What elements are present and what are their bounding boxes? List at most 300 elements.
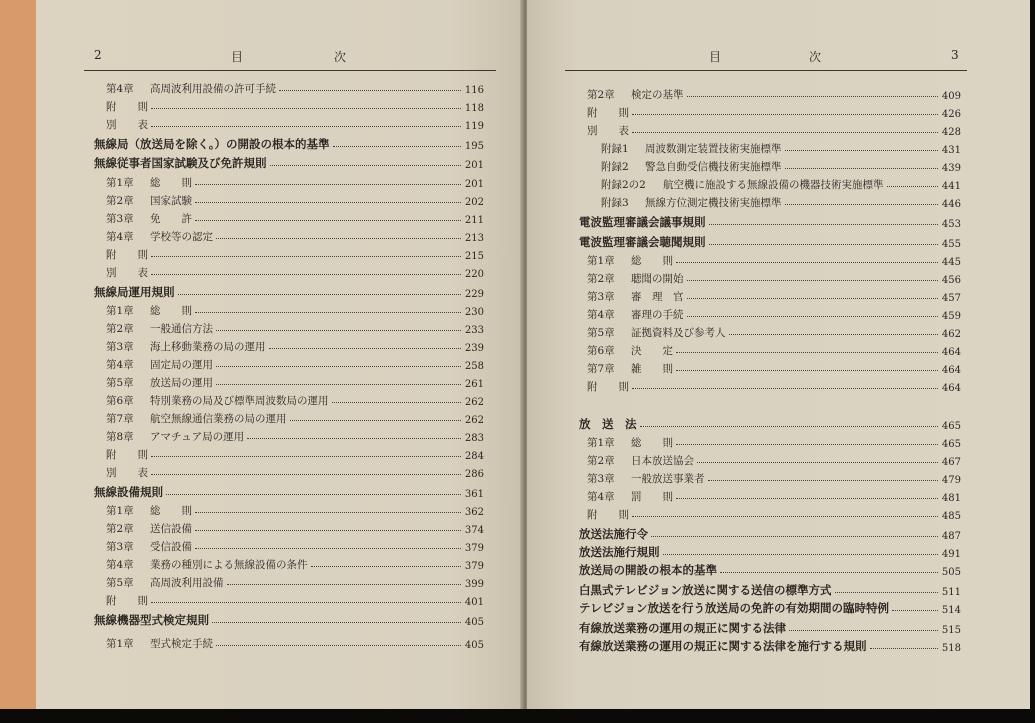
page-title-char: 次 [334,50,348,64]
toc-entry-text: 航空機に施設する無線設備の機器技術実施標準 [663,179,884,191]
dot-leader [632,132,938,133]
toc-entry [106,78,484,96]
toc-entry-page: 202 [464,197,484,208]
dot-leader [195,202,461,203]
toc-entry-title [106,229,213,244]
toc-entry-page: 457 [941,293,961,304]
toc-entry-title [106,357,213,372]
page-number: 2 [94,48,103,62]
toc-entry-page: 405 [464,617,484,628]
toc-entry-title [106,447,148,462]
toc-entry [601,192,961,210]
toc-entry-title [106,175,192,190]
dot-leader [687,280,938,281]
toc-entry-page: 201 [464,179,484,190]
toc-entry-page: 453 [941,219,961,230]
dot-leader [676,352,938,353]
toc-entry-page: 409 [941,91,961,102]
toc-entry [106,190,484,208]
toc-entry-text: 高周波利用設備 [150,577,224,589]
toc-entry [106,226,484,244]
dot-leader [333,146,461,147]
toc-entry [587,450,961,468]
toc-entry-title [579,544,660,560]
toc-entry-title [579,620,786,636]
dot-leader [785,150,938,151]
toc-entry [579,636,961,654]
toc-entry-title [94,484,163,500]
toc-entry [579,414,961,432]
toc-entry-chapter: 第1章 [106,638,134,650]
toc-entry-page: 283 [464,433,484,444]
toc-entry [587,340,961,358]
toc-entry-text: 附 則 [106,595,148,607]
toc-entry-title [601,177,884,192]
toc-entry [587,304,961,322]
toc-entry-title [587,435,673,450]
toc-entry-page: 485 [941,511,961,522]
toc-entry-text: 型式検定手続 [150,638,213,650]
toc-entry-page: 379 [464,561,484,572]
toc-entry-text: 雑 則 [631,363,673,375]
dot-leader [166,494,461,495]
toc-entry-text: 免 許 [150,213,192,225]
toc-entry [587,468,961,486]
toc-entry [587,268,961,286]
toc-entry [106,633,484,651]
dot-leader [216,645,461,646]
toc-entry [579,212,961,230]
toc-entry-title [579,582,832,598]
toc-entry [106,336,484,354]
toc-entry-title [106,539,192,554]
toc-entry-title [579,416,637,432]
toc-entry-chapter: 第2章 [587,89,615,101]
toc-entry-page: 213 [464,233,484,244]
toc-entry-page: 118 [464,103,484,114]
dot-leader [687,298,938,299]
toc-entry-chapter: 第5章 [587,327,615,339]
toc-entry-title [106,81,276,96]
toc-entry-title [587,489,673,504]
toc-entry [106,300,484,318]
dot-leader [632,114,938,115]
toc-entry-title [106,429,244,444]
dot-leader [651,536,938,537]
dot-leader [676,498,938,499]
book-edge [0,0,36,709]
toc-entry-title [587,105,629,120]
toc-entry-chapter: 第4章 [106,559,134,571]
toc-entry-text: 固定局の運用 [150,359,213,371]
toc-entry-page: 445 [941,257,961,268]
toc-entry-page: 428 [941,127,961,138]
dot-leader [720,572,938,573]
toc-entry-text: 無線方位測定機技術実施標準 [645,197,782,209]
toc-entry [106,318,484,336]
toc-entry [106,354,484,372]
toc-entry [106,536,484,554]
toc-entry-page: 467 [941,457,961,468]
toc-entry-text: 特別業務の局及び標準周波数局の運用 [150,395,329,407]
toc-entry-title [106,557,308,572]
dot-leader [709,244,938,245]
toc-entry [587,432,961,450]
toc-entry-text: 別 表 [106,119,148,131]
toc-entry-text: 検定の基準 [631,89,684,101]
toc-entry-text: 附 則 [106,249,148,261]
toc-entry-text: 有線放送業務の運用の規正に関する法律を施行する規則 [579,639,867,653]
toc-entry [106,408,484,426]
toc-entry-title [106,375,213,390]
toc-entry-chapter: 第2章 [587,273,615,285]
dot-leader [892,610,938,611]
toc-entry-page: 487 [941,531,961,542]
toc-entry [106,462,484,480]
dot-leader [151,256,461,257]
toc-entry-text: 日本放送協会 [631,455,694,467]
toc-entry-title [587,361,673,376]
toc-entry [587,286,961,304]
toc-entry-page: 379 [464,543,484,554]
toc-entry [587,102,961,120]
toc-entry-title [106,321,213,336]
toc-entry-chapter: 第4章 [587,491,615,503]
toc-entry-page: 284 [464,451,484,462]
toc-entry-text: 総 則 [631,437,673,449]
toc-entry [94,134,484,152]
toc-entry-title [587,123,629,138]
toc-entry-page: 211 [464,215,484,226]
toc-entry-text: 総 則 [631,255,673,267]
dot-leader [151,126,461,127]
toc-entry [601,174,961,192]
dot-leader [676,262,938,263]
toc-entry-chapter: 第1章 [106,505,134,517]
toc-entry-text: 証拠資料及び参考人 [631,327,726,339]
toc-entry-page: 462 [941,329,961,340]
toc-entry-text: 一般放送事業者 [631,473,705,485]
toc-entry-page: 431 [941,145,961,156]
toc-entry-text: 白黒式テレビジョン放送に関する送信の標準方式 [579,583,832,597]
toc-entry-text: 審理の手続 [631,309,684,321]
toc-entry-chapter: 第3章 [106,341,134,353]
toc-entry [579,232,961,250]
toc-entry-chapter: 第4章 [587,309,615,321]
toc-entry-text: 附 則 [587,509,629,521]
toc-entry-chapter: 第3章 [106,541,134,553]
toc-entry-text: 別 表 [106,467,148,479]
header-rule [84,70,496,71]
toc-entry-title [587,325,726,340]
left-page [36,0,524,709]
dot-leader [687,316,938,317]
toc-entry [587,322,961,340]
dot-leader [195,184,461,185]
dot-leader [195,220,461,221]
toc-entry-text: 航空無線通信業務の局の運用 [150,413,287,425]
toc-entry-text: 別 表 [106,267,148,279]
toc-entry-title [587,507,629,522]
toc-entry-title [106,636,213,651]
toc-entry-text: アマチュア局の運用 [150,431,245,443]
toc-entry [106,114,484,132]
toc-entry-text: 無線局運用規則 [94,285,175,299]
toc-entry [106,208,484,226]
toc-entry-chapter: 第1章 [587,437,615,449]
toc-entry-text: 電波監理審議会聴聞規則 [579,235,706,249]
toc-entry-title [601,159,782,174]
toc-entry-text: 有線放送業務の運用の規正に関する法律 [579,621,786,635]
toc-entry-page: 441 [941,181,961,192]
toc-entry-chapter: 第6章 [106,395,134,407]
toc-entry-chapter: 第4章 [106,83,134,95]
toc-entry-page: 201 [464,160,484,171]
toc-entry [587,250,961,268]
toc-entry-page: 361 [464,489,484,500]
toc-entry-title [106,503,192,518]
dot-leader [151,108,461,109]
toc-entry-page: 459 [941,311,961,322]
toc-entry [587,486,961,504]
toc-entry-chapter: 第5章 [106,577,134,589]
dot-leader [279,90,461,91]
toc-entry-page: 262 [464,397,484,408]
right-page [527,0,1030,709]
toc-entry-text: 放送法施行規則 [579,545,660,559]
toc-entry-page: 116 [464,85,484,96]
dot-leader [632,516,938,517]
toc-entry-page: 505 [941,567,961,578]
toc-entry-title [106,99,148,114]
toc-entry [94,610,484,628]
toc-entry-chapter: 第3章 [106,213,134,225]
toc-entry-title [579,234,706,250]
toc-entry-chapter: 第2章 [106,523,134,535]
toc-entry-page: 511 [941,587,961,598]
toc-entry-chapter: 第4章 [106,359,134,371]
toc-entry-title [587,253,673,268]
toc-entry-page: 215 [464,251,484,262]
dot-leader [676,370,938,371]
toc-entry-title [106,393,329,408]
page-number: 3 [951,48,960,62]
dot-leader [195,312,461,313]
toc-entry-text: 附 則 [587,107,629,119]
dot-leader [270,165,461,166]
dot-leader [676,444,938,445]
dot-leader [632,388,938,389]
toc-entry-text: 一般通信方法 [150,323,213,335]
toc-entry-text: 無線設備規則 [94,485,163,499]
toc-entry [579,542,961,560]
dot-leader [709,224,938,225]
toc-entry-page: 491 [941,549,961,560]
dot-leader [269,348,461,349]
toc-entry-text: 送信設備 [150,523,192,535]
toc-entry-page: 446 [941,199,961,210]
toc-entry-text: 高周波利用設備の許可手続 [150,83,276,95]
toc-entry-page: 119 [464,121,484,132]
toc-entry-page: 518 [941,643,961,654]
toc-entry [601,156,961,174]
toc-entry-title [579,214,706,230]
toc-entry-chapter: 第8章 [106,431,134,443]
toc-entry-chapter: 第4章 [106,231,134,243]
dot-leader [687,96,938,97]
toc-entry-page: 481 [941,493,961,504]
toc-entry-title [94,136,330,152]
dot-leader [212,622,461,623]
toc-entry [579,524,961,542]
dot-leader [729,334,938,335]
dot-leader [311,566,461,567]
dot-leader [195,548,461,549]
toc-entry-page: 405 [464,640,484,651]
toc-entry [106,96,484,114]
toc-entry-text: 周波数測定装置技術実施標準 [645,143,782,155]
toc-entry-chapter: 第3章 [587,473,615,485]
toc-entry-page: 465 [941,439,961,450]
toc-entry-text: 附 則 [587,381,629,393]
toc-entry-page: 455 [941,239,961,250]
dot-leader [835,592,938,593]
dot-leader [195,530,461,531]
toc-entry-text: 聴聞の開始 [631,273,684,285]
toc-entry-title [106,303,192,318]
toc-entry-page: 262 [464,415,484,426]
toc-entry-page: 220 [464,269,484,280]
toc-entry-text: 学校等の認定 [150,231,213,243]
toc-entry-title [587,307,684,322]
dot-leader [789,630,938,631]
toc-entry-text: 総 則 [150,305,192,317]
toc-entry-chapter: 附録1 [601,143,629,155]
dot-leader [785,168,938,169]
dot-leader [151,602,461,603]
dot-leader [151,474,461,475]
toc-entry-page: 374 [464,525,484,536]
toc-entry-page: 362 [464,507,484,518]
toc-entry-page: 426 [941,109,961,120]
toc-entry [587,504,961,522]
toc-entry [94,153,484,171]
toc-entry-page: 195 [464,141,484,152]
toc-entry-title [587,343,673,358]
page-title-char: 目 [709,50,723,64]
toc-entry-page: 456 [941,275,961,286]
dot-leader [247,438,461,439]
toc-entry-text: 無線従事者国家試験及び免許規則 [94,156,267,170]
toc-entry [106,500,484,518]
toc-entry-text: 警急自動受信機技術実施標準 [645,161,782,173]
toc-entry-text: テレビジョン放送を行う放送局の免許の有効期間の臨時特例 [579,601,890,615]
toc-entry-text: 別 表 [587,125,629,137]
toc-entry-title [579,526,648,542]
toc-entry-chapter: 第7章 [587,363,615,375]
page-title-char: 次 [809,50,823,64]
toc-entry-text: 放 送 法 [579,417,637,431]
toc-entry-title [106,211,192,226]
toc-entry [579,618,961,636]
toc-entry-page: 479 [941,475,961,486]
toc-entry-title [579,638,867,654]
toc-entry-text: 附 則 [106,449,148,461]
toc-entry-page: 464 [941,365,961,376]
toc-entry [106,518,484,536]
toc-entry-title [106,411,287,426]
toc-entry-page: 258 [464,361,484,372]
toc-entry-chapter: 附録2の2 [601,179,646,191]
dot-leader [178,294,461,295]
dot-leader [663,554,938,555]
toc-entry-text: 決 定 [631,345,673,357]
toc-entry-page: 464 [941,347,961,358]
toc-entry-text: 放送法施行令 [579,527,648,541]
toc-entry-page: 229 [464,289,484,300]
toc-entry-chapter: 附録3 [601,197,629,209]
toc-entry-title [587,289,684,304]
toc-entry [94,482,484,500]
dot-leader [216,384,461,385]
toc-entry-text: 総 則 [150,177,192,189]
toc-entry-chapter: 附録2 [601,161,629,173]
toc-entry-title [106,521,192,536]
toc-entry [587,120,961,138]
toc-entry-title [601,141,782,156]
toc-entry-title [106,265,148,280]
toc-entry-page: 401 [464,597,484,608]
toc-entry-title [94,284,175,300]
dot-leader [216,238,461,239]
toc-entry [579,598,961,616]
toc-entry [106,590,484,608]
dot-leader [195,512,461,513]
toc-entry-chapter: 第6章 [587,345,615,357]
toc-entry-page: 233 [464,325,484,336]
toc-entry [579,580,961,598]
toc-entry-page: 515 [941,625,961,636]
dot-leader [640,426,938,427]
page-title-char: 目 [231,50,245,64]
toc-entry-chapter: 第1章 [106,177,134,189]
toc-entry [106,444,484,462]
dot-leader [785,204,938,205]
toc-entry-chapter: 第5章 [106,377,134,389]
toc-entry-chapter: 第1章 [587,255,615,267]
dot-leader [216,330,461,331]
toc-entry [106,426,484,444]
toc-entry-page: 286 [464,469,484,480]
toc-entry [106,172,484,190]
toc-entry-title [601,195,782,210]
toc-entry [106,372,484,390]
dot-leader [697,462,938,463]
dot-leader [151,456,461,457]
toc-entry-text: 海上移動業務の局の運用 [150,341,266,353]
toc-entry-page: 439 [941,163,961,174]
toc-entry-text: 電波監理審議会議事規則 [579,215,706,229]
toc-entry-page: 464 [941,383,961,394]
toc-entry-title [106,117,148,132]
toc-entry-title [579,600,889,616]
toc-entry-title [587,87,684,102]
dot-leader [227,584,461,585]
toc-entry-text: 無線機器型式検定規則 [94,613,209,627]
toc-entry-chapter: 第2章 [106,195,134,207]
toc-entry-page: 261 [464,379,484,390]
toc-entry-chapter: 第1章 [106,305,134,317]
